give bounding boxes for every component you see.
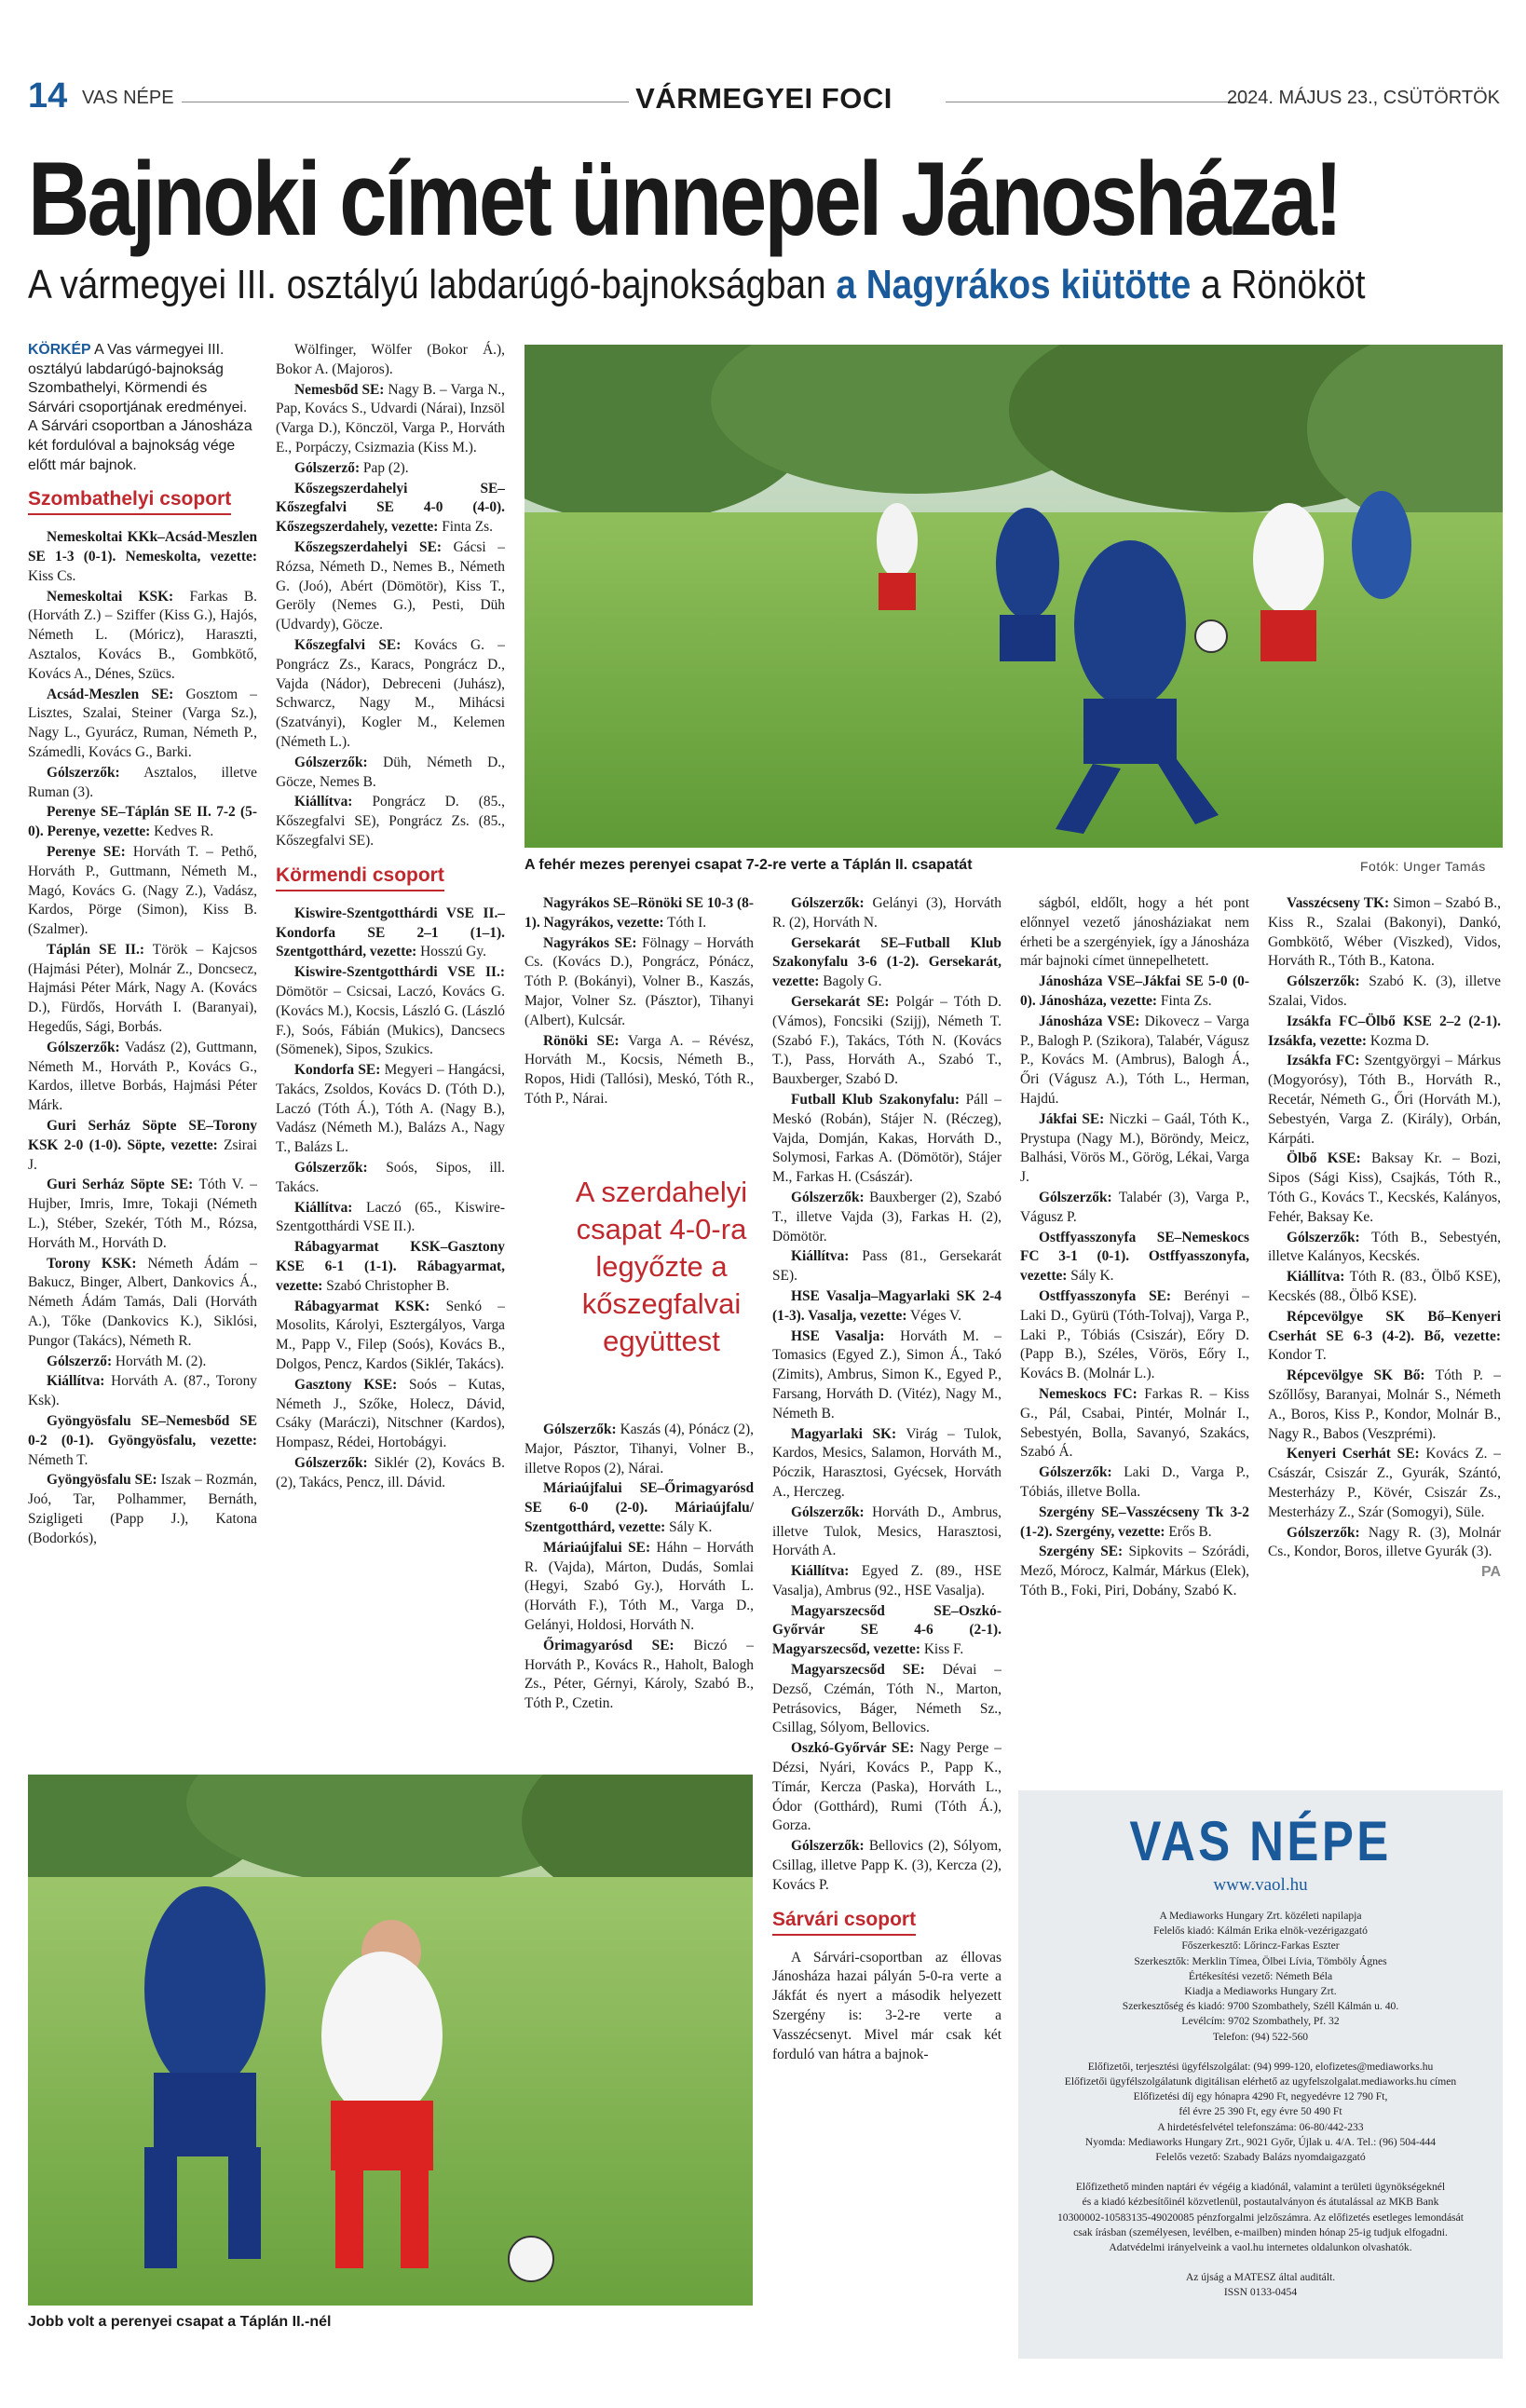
text-paragraph (276, 793, 505, 850)
paragraph-lead-in: Izsákfa FC–Ölbő KSE 2–2 (2-1). Izsákfa, vezette: (1268, 1013, 1501, 1049)
paragraph-lead-in: Kenyeri Cserhát SE: (1287, 1446, 1420, 1462)
text-paragraph (1268, 1445, 1501, 1522)
paragraph-body: Farkas R. – Kiss G., Pál, Csabai, Pintér, Molnár I., Sebestyén, Bolla, Savanyó, Szakács, Szabó Á. (1020, 1385, 1249, 1461)
paragraph-body: Finta Zs. (1157, 992, 1212, 1009)
imprint-line: A hirdetésfelvétel telefonszáma: 06-80/442-233 (1157, 2120, 1364, 2133)
paragraph-lead-in: Perenye SE: (47, 843, 126, 860)
paragraph-body: Wölfinger, Wölfer (Bokor Á.), Bokor A. (Majoros). (276, 342, 505, 377)
text-paragraph (1268, 1013, 1501, 1052)
text-paragraph (772, 934, 1001, 992)
paragraph-lead-in: Ostffyasszonyfa SE: (1039, 1287, 1172, 1304)
imprint-line: Kiadja a Mediaworks Hungary Zrt. (1184, 1985, 1337, 1998)
photo-2-caption: Jobb volt a perenyei csapat a Táplán II.-nél (28, 2314, 332, 2330)
imprint-line: Előfizetői ügyfélszolgálatunk digitálisan elérhető az ugyfelszolgalat.mediaworks.hu címen (1064, 2075, 1457, 2088)
paragraph-body: Véges V. (906, 1307, 962, 1324)
paragraph-body: Varga A. – Révész, Horváth M., Kocsis, Németh B., Ropos, Hidi (Tallósi), Meskó, Tóth R., Tóth P., Nárai. (525, 1032, 754, 1107)
paragraph-lead-in: Kiállítva: (791, 1563, 850, 1580)
paragraph-body: Páll – Meskó (Robán), Stájer N. (Réczeg), Vajda, Domján, Kakas, Horváth D., Solymosi, Farkas A. (Dömötör), Stájer M., Farkas H. (Császár). (772, 1091, 1001, 1186)
paragraph-lead-in: Gólszerzők: (791, 895, 865, 911)
paragraph-lead-in: Gólszerzők: (1039, 1189, 1112, 1205)
paragraph-lead-in: Torony KSK: (47, 1255, 137, 1272)
subheadline (28, 262, 1366, 307)
text-paragraph (276, 754, 505, 793)
column-3-bottom (525, 1421, 754, 1793)
paragraph-body: Bellovics (2), Sólyom, Csillag, illetve Papp K. (3), Kercza (2), Kovács P. (772, 1838, 1001, 1893)
paragraph-body: Kedves R. (150, 823, 214, 840)
paragraph-body: Bauxberger (2), Szabó T., illetve Vajda (3), Farkas H. (2), Dömötör. (772, 1189, 1001, 1245)
paragraph-body: Simon – Szabó B., Kiss R., Szalai (Bakonyi), Dankó, Gombkötő, Wéber (Viszked), Vidos, Horváth R., Tóth B., Katona. (1268, 895, 1501, 970)
text-paragraph (525, 1032, 754, 1109)
imprint-line: Főszerkesztő: Lőrincz-Farkas Eszter (1181, 1939, 1340, 1952)
paragraph-lead-in: HSE Vasalja–Magyarlaki SK 2-4 (1-3). Vasalja, vezette: (772, 1287, 1001, 1324)
imprint-line: 10300002-10583135-49020085 pénzforgalmi jelzőszámra. Az előfizetés esetleges lemondását (1056, 2211, 1465, 2224)
paragraph-body: Erős B. (1165, 1523, 1212, 1540)
paragraph-body: Berényi – Laki D., Gyürü (Tóth-Tolvaj), Varga P., Laki P., Tóbiás (Csiszár), Eőry D. (Papp B.), Széles, Vörös, Eőry I., Kovács B. (Molnár L.). (1020, 1287, 1249, 1382)
paragraph-body: Nagy B. – Varga N., Pap, Kovács S., Udvardi (Nárai), Inzsöl (Varga D.), Könczöl, Varga P., Horváth E., Porpáczy, Csizmazia (Kiss M.). (276, 381, 505, 456)
column-5 (1020, 894, 1249, 1779)
paragraph-lead-in: Máriaújfalui SE: (543, 1539, 651, 1556)
text-paragraph (28, 686, 257, 763)
text-paragraph (772, 1327, 1001, 1424)
paragraph-body: Gosztom – Lisztes, Szalai, Steiner (Varga Sz.), Nagy L., Gyurácz, Ruman, Németh P., Számedli, Kovács G., Barki. (28, 686, 257, 760)
photo-1-image (525, 345, 1503, 848)
text-paragraph (772, 1602, 1001, 1660)
imprint-line: Előfizetési díj egy hónapra 4290 Ft, negyedévre 12 790 Ft, (1133, 2090, 1388, 2103)
photo-1-caption: A fehér mezes perenyei csapat 7-2-re verte a Táplán II. csapatát (525, 857, 973, 873)
paragraph-body: Baksay Kr. – Bozi, Sipos (Sági Kiss), Csajkás, Tóth R., Tóth G., Kovács T., Kecskés, Kalányos, Fehér, Baksay Ke. (1268, 1150, 1501, 1225)
text-paragraph (276, 1298, 505, 1375)
paragraph-lead-in: Magyarszecsőd SE: (791, 1662, 925, 1679)
imprint-line: Előfizethető minden naptári év végéig a kiadónál, valamint a területi ügynökségeknél (1075, 2181, 1446, 2194)
paragraph-lead-in: Répcevölgye SK Bő: (1287, 1367, 1425, 1384)
text-paragraph (28, 764, 257, 803)
text-paragraph (772, 1661, 1001, 1738)
imprint-line: Szerkesztők: Merklin Tímea, Ölbei Lívia, Tömböly Ágnes (1134, 1954, 1387, 1967)
paragraph-lead-in: Nemeskocs FC: (1039, 1385, 1138, 1402)
paragraph-lead-in: Szergény SE: (1039, 1544, 1124, 1560)
text-paragraph (772, 1287, 1001, 1326)
text-paragraph (28, 803, 257, 842)
paragraph-lead-in: Őrimagyarósd SE: (543, 1637, 674, 1653)
paragraph-lead-in: Gyöngyösfalu SE: (47, 1472, 157, 1489)
text-paragraph (276, 963, 505, 1060)
paragraph-lead-in: Guri Serház Söpte SE–Torony KSK 2-0 (1-0). Söpte, vezette: (28, 1118, 257, 1153)
paragraph-lead-in: Nemeskoltai KKk–Acsád-Meszlen SE 1-3 (0-1). Nemeskolta, vezette: (28, 529, 257, 565)
paragraph-body: Kiss F. (920, 1641, 964, 1658)
text-paragraph (28, 1471, 257, 1548)
paragraph-body: Kondor T. (1268, 1347, 1327, 1364)
masthead-imprint (1018, 1909, 1503, 2301)
paragraph-body: A Sárvári-csoportban az éllovas Jánosháza hazai pályán 5-0-ra verte a Jákfát és nyert a második helyezett Szergény is: 3-2-re verte a Vasszécsenyt. Mivel már csak két forduló van hátra a bajnok- (772, 1949, 1001, 2062)
paragraph-lead-in: Oszkó-Győrvár SE: (791, 1740, 915, 1757)
paragraph-body: Gácsi – Rózsa, Németh D., Nemes B., Németh G. (Joó), Abért (Dömötör), Kiss T., Geröly (Nemes G.), Pesti, Düh (Udvardy), Göcze. (276, 538, 505, 633)
masthead-url[interactable]: www.vaol.hu (1213, 1875, 1308, 1895)
paragraph-body: Tóth I. (663, 914, 707, 931)
paragraph-lead-in: Rönöki SE: (543, 1032, 620, 1049)
author-initials: PA (1480, 1564, 1501, 1581)
paragraph-lead-in: Gersekarát SE: (791, 993, 890, 1010)
text-paragraph (772, 1949, 1001, 2065)
column-2-text-a (276, 341, 505, 851)
paragraph-body: Bagoly G. (819, 973, 882, 990)
paragraph-lead-in: Kiswire-Szentgotthárdi VSE II.–Kondorfa SE 2–1 (1–1). Szentgotthárd, vezette: (276, 905, 505, 960)
lead-kicker: KÖRKÉP (28, 342, 91, 358)
paragraph-lead-in: Perenye SE–Táplán SE II. 7-2 (5-0). Perenye, vezette: (28, 804, 257, 840)
text-paragraph (1020, 1503, 1249, 1543)
column-3-text-b (525, 1421, 754, 1714)
text-paragraph (1020, 1189, 1249, 1228)
paragraph-body: Horváth M. (2). (112, 1353, 207, 1369)
paragraph-lead-in: Kiállítva: (791, 1248, 850, 1265)
text-paragraph (772, 894, 1001, 933)
paragraph-lead-in: Gyöngyösfalu SE–Nemesbőd SE 0-2 (0-1). Gyöngyösfalu, vezette: (28, 1413, 257, 1449)
paragraph-body: Niczki – Gaál, Tóth K., Prystupa (Nagy M.), Böröndy, Meicz, Balhási, Vörös M., Görög, Lékai, Varga J. (1020, 1110, 1249, 1186)
paragraph-body: Düh, Németh D., Göcze, Nemes B. (276, 754, 505, 790)
paragraph-lead-in: Répcevölgye SK Bő–Kenyeri Cserhát SE 6-3 (4-2). Bő, vezette: (1268, 1308, 1501, 1344)
imprint-line: Felelős vezető: Szabady Balázs nyomdaigazgató (1155, 2151, 1366, 2164)
column-2-text-b (276, 905, 505, 1493)
imprint-spacer (1018, 2045, 1503, 2060)
paragraph-body: Laczó (65., Kiswire-Szentgotthárdi VSE II.). (276, 1199, 505, 1235)
paragraph-body: Gelányi (3), Horváth R. (2), Horváth N. (772, 895, 1001, 931)
text-paragraph (276, 1376, 505, 1453)
imprint-line: Felelős kiadó: Kálmán Erika elnök-vezérigazgató (1153, 1925, 1368, 1938)
paragraph-body: Laki D., Varga P., Tóbiás, illetve Bolla. (1020, 1464, 1249, 1500)
paragraph-lead-in: Gólszerző: (47, 1353, 113, 1369)
paragraph-body: Nagy Perge – Dézsi, Nyári, Kovács P., Papp K., Tímár, Kercza (Paska), Horváth L., Ódor (Gotthárd), Rumi (Tóth Á.), Gorza. (772, 1740, 1001, 1834)
text-paragraph (1268, 1052, 1501, 1149)
text-paragraph (276, 905, 505, 962)
imprint-line: csak írásban (személyesen, levélben, e-mailben) minden hónap 25-ig tudjuk elfogadni. (1073, 2225, 1448, 2238)
paragraph-lead-in: Kiállítva: (294, 1199, 353, 1216)
paragraph-body: Sipkovits – Szórádi, Mező, Mórocz, Kalmár, Márkus (Elek), Tóth B., Foki, Piri, Dobány, Szabó K. (1020, 1544, 1249, 1599)
group-title-kormend: Körmendi csoport (276, 864, 444, 891)
imprint-line: Az újság a MATESZ által auditált. (1185, 2271, 1336, 2284)
imprint-line: ISSN 0133-0454 (1223, 2286, 1298, 2299)
text-paragraph (1020, 1013, 1249, 1109)
issue-date: 2024. MÁJUS 23., CSÜTÖRTÖK (1226, 88, 1500, 108)
text-paragraph (772, 1091, 1001, 1188)
text-paragraph (1268, 1150, 1501, 1227)
paragraph-body: Kovács G. – Pongrácz Zs., Karacs, Pongrácz D., Vajda (Nádor), Debreceni (Juhász), Schwarcz, Nagy M., Mihácsi (Szatványi), Kogler M., Kelemen (Németh L.). (276, 636, 505, 750)
paragraph-body: Tóth P. – Szőllősy, Baranyai, Molnár S., Németh A., Boros, Kiss P., Kondor, Molnár B., Nagy R., Babos (Veszprémi). (1268, 1367, 1501, 1442)
paragraph-body: Szentgyörgyi – Márkus (Mogyorósy), Tóth B., Horváth R., Recetár, Németh G., Őri (Horváth M.), Sebestyén, Varga Z. (Király), Orbán, Kárpáti. (1268, 1053, 1501, 1147)
paragraph-lead-in: Gólszerzők: (294, 1455, 368, 1472)
text-paragraph (525, 1637, 754, 1714)
paragraph-body: Finta Zs. (438, 519, 493, 536)
text-paragraph (1020, 1110, 1249, 1188)
paragraph-body: Soós, Sipos, ill. Takács. (276, 1160, 505, 1195)
text-paragraph (28, 588, 257, 685)
text-paragraph (276, 381, 505, 458)
text-paragraph (525, 1479, 754, 1537)
paragraph-lead-in: Magyarszecsőd SE–Oszkó-Győrvár SE 4-6 (2-1). Magyarszecsőd, vezette: (772, 1602, 1001, 1658)
imprint-line: Nyomda: Mediaworks Hungary Zrt., 9021 Győr, Újlak u. 4/A. Tel.: (96) 504-444 (1084, 2135, 1437, 2148)
paragraph-body: Pap (2). (360, 459, 409, 476)
subhead-highlight: a Nagyrákos kiütötte (836, 262, 1192, 307)
photo-2-image (28, 1775, 753, 2306)
text-paragraph (772, 1503, 1001, 1561)
paragraph-lead-in: Gersekarát SE–Futball Klub Szakonyfalu 3-6 (1-2). Gersekarát, vezette: (772, 934, 1001, 990)
paragraph-body: Virág – Tulok, Kardos, Mesics, Salamon, Horváth M., Póczik, Harasztosi, Gyécsek, Horváth A., Herczeg. (772, 1425, 1001, 1500)
text-paragraph (1020, 1287, 1249, 1384)
paragraph-lead-in: Gólszerzők: (294, 754, 368, 770)
paragraph-body: Nagy R. (3), Molnár Cs., Kondor, Boros, illetve Gyurák (3). (1268, 1524, 1501, 1560)
paragraph-lead-in: Nemesbőd SE: (294, 381, 385, 398)
column-6 (1268, 894, 1501, 1779)
paragraph-lead-in: Jánosháza VSE: (1039, 1013, 1140, 1029)
paragraph-lead-in: Gólszerzők: (791, 1189, 865, 1205)
paragraph-body: Horváth M. – Tomasics (Egyed Z.), Simon Á., Takó (Zimits), Ambrus, Simon K., Egyed P., Farsang, Horváth D. (Vitéz), Nagy M., Németh B. (772, 1327, 1001, 1422)
column-6-text (1268, 894, 1501, 1562)
pull-quote: A szerdahelyi csapat 4-0-ra legyőzte a kőszegfalvai együttest (575, 1176, 748, 1357)
paragraph-lead-in: Gólszerzők: (1287, 1524, 1360, 1541)
column-3-top (525, 894, 754, 1164)
text-paragraph (772, 1562, 1001, 1601)
paragraph-lead-in: Ostffyasszonyfa SE–Nemeskocs FC 3-1 (0-1). Ostffyasszonyfa, vezette: (1020, 1229, 1249, 1285)
paragraph-lead-in: Gólszerzők: (543, 1422, 617, 1437)
paragraph-lead-in: Máriaújfalui SE–Őrimagyarósd SE 6-0 (2-0). Máriaújfalu/ Szentgotthárd, vezette: (525, 1480, 754, 1535)
headline: Bajnoki címet ünnepel Jánosháza! (28, 141, 1341, 257)
paragraph-body: Horváth A. (87., Torony Ksk). (28, 1373, 257, 1409)
text-paragraph (772, 1425, 1001, 1503)
paragraph-body: Kozma D. (1366, 1032, 1430, 1049)
text-paragraph (28, 1039, 257, 1116)
paragraph-lead-in: Gólszerző: (294, 459, 361, 476)
paragraph-lead-in: Futball Klub Szakonyfalu: (791, 1091, 960, 1108)
paragraph-body: Háhn – Horváth R. (Vajda), Márton, Dudás, Somlai (Hegyi, Szabó Gy.), Horváth L. (Horváth F.), Tóth M., Varga D., Gelányi, Holdosi, Horváth N. (525, 1539, 754, 1633)
paragraph-body: Horváth T. – Pethő, Horváth P., Guttmann, Németh M., Magó, Kovács G. (Nagy Z.), Vadász, Kardos, Pörge (Simon), Kiss B. (Szalmer). (28, 843, 257, 938)
paragraph-lead-in: Jánosháza VSE–Jákfai SE 5-0 (0-0). Jánosháza, vezette: (1020, 973, 1249, 1009)
text-paragraph (1020, 1463, 1249, 1503)
text-paragraph (276, 636, 505, 753)
text-paragraph (276, 1454, 505, 1493)
text-paragraph (28, 1117, 257, 1175)
text-paragraph (276, 480, 505, 537)
paragraph-body: Szabó K. (3), illetve Szalai, Vidos. (1268, 973, 1501, 1009)
paragraph-body: Kovács Z. – Császár, Csiszár Z., Gyurák, Szántó, Mesterházy P., Kövér, Csiszár Zs., Mesterházy Z., Szár (Somogyi), Süle. (1268, 1446, 1501, 1520)
text-paragraph (276, 1159, 505, 1198)
paragraph-body: Asztalos, illetve Ruman (3). (28, 764, 257, 800)
text-paragraph (1268, 1524, 1501, 1563)
paragraph-body: ságból, eldőlt, hogy a hét pont előnnyel vezető jánosháziakat nem érheti be a szergényiek, így a Jánosháza már bajnoki címet ünnepelhetett. (1020, 895, 1249, 970)
masthead-logo: VAS NÉPE (1129, 1810, 1392, 1872)
section-title: VÁRMEGYEI FOCI (635, 82, 892, 115)
imprint-line: fél évre 25 390 Ft, egy évre 50 490 Ft (1179, 2105, 1342, 2118)
column-4 (772, 894, 1001, 2347)
paragraph-lead-in: Kőszegszerdahelyi SE: (294, 538, 442, 555)
masthead-box (1018, 1790, 1503, 2359)
text-paragraph (1268, 1367, 1501, 1444)
paragraph-lead-in: Kondorfa SE: (294, 1062, 381, 1079)
text-paragraph (28, 1255, 257, 1352)
paragraph-lead-in: Izsákfa FC: (1287, 1053, 1360, 1069)
paragraph-lead-in: Nagyrákos SE–Rönöki SE 10-3 (8-1). Nagyrákos, vezette: (525, 895, 754, 931)
column-1-text (28, 528, 257, 1548)
paragraph-body: Siklér (2), Kovács B. (2), Takács, Pencz, ill. Dávid. (276, 1455, 505, 1490)
text-paragraph (276, 1199, 505, 1238)
paragraph-body: Kaszás (4), Pónácz (2), Major, Pásztor, Tihanyi, Volner B., illetve Ropos (2), Nárai. (525, 1422, 754, 1476)
paragraph-body: Iszak – Rozmán, Joó, Tar, Polhammer, Bernáth, Szigligeti (Papp J.), Katona (Bodorkós), (28, 1472, 257, 1546)
imprint-line: Adatvédelmi irányelveink a vaol.hu internetes oldalunkon olvashatók. (1109, 2241, 1412, 2254)
paragraph-body: Vadász (2), Guttmann, Németh M., Horváth P., Kovács G., Kardos, illetve Borbás, Hajmási Péter Márk. (28, 1039, 257, 1114)
paragraph-body: Megyeri – Hangácsi, Takács, Zsoldos, Kovács D. (Tóth D.), Laczó (Tóth Á.), Tóth A. (Nagy B.), Vadász (Németh M.), Balázs A., Nagy T., Balázs L. (276, 1062, 505, 1156)
imprint-line: A Mediaworks Hungary Zrt. közéleti napilapja (1159, 1910, 1362, 1922)
text-paragraph (28, 528, 257, 586)
paragraph-lead-in: Kiállítva: (1287, 1269, 1345, 1286)
paragraph-body: Németh Ádám – Bakucz, Binger, Albert, Dankovics Á., Németh Ádám Tamás, Dali (Horváth A.), Tőke (Dankovics K.), Siklósi, Pungor (Takács), Németh R. (28, 1255, 257, 1349)
column-1 (28, 341, 257, 1757)
column-4-text (772, 894, 1001, 1896)
text-paragraph (1020, 1229, 1249, 1286)
page-header (28, 76, 1500, 119)
paragraph-lead-in: Magyarlaki SK: (791, 1425, 897, 1442)
paragraph-body: Pongrácz D. (85., Kőszegfalvi SE), Pongrácz Zs. (85., Kőszegfalvi SE). (276, 794, 505, 849)
text-paragraph (1020, 1385, 1249, 1462)
paragraph-lead-in: Vasszécseny TK: (1287, 895, 1390, 911)
imprint-line: Előfizetői, terjesztési ügyfélszolgálat: (94) 999-120, elofizetes@mediaworks.hu (1087, 2060, 1434, 2073)
column-4-text-b (772, 1949, 1001, 2065)
paragraph-body: Tóth B., Sebestyén, illetve Kalányos, Kecskés. (1268, 1229, 1501, 1265)
text-paragraph (1268, 1268, 1501, 1307)
imprint-line: és a kiadó kézbesítőinél közvetlenül, postautalványon és átutalással az MKB Bank (1082, 2196, 1439, 2209)
text-paragraph (1268, 894, 1501, 972)
photo-players-match (525, 345, 1503, 848)
paragraph-body: Hosszú Gy. (416, 944, 486, 960)
text-paragraph (772, 993, 1001, 1090)
paragraph-lead-in: Szergény SE–Vasszécseny Tk 3-2 (1-2). Szergény, vezette: (1020, 1503, 1249, 1540)
text-paragraph (1020, 973, 1249, 1012)
paragraph-body: Dikovecz – Varga P., Balogh P. (Szikora), Talabér, Vágusz P., Kovács M. (Ambrus), Balogh Á., Őri (Vágusz A.), Tóth L., Herman, Hajdú. (1020, 1013, 1249, 1107)
paragraph-lead-in: Gólszerzők: (47, 764, 120, 781)
text-paragraph (1268, 1229, 1501, 1268)
text-paragraph (276, 1238, 505, 1296)
column-5-text (1020, 894, 1249, 1601)
paragraph-lead-in: Kiswire-Szentgotthárdi VSE II.: (294, 964, 505, 981)
lead-paragraph (28, 341, 257, 475)
text-paragraph (276, 341, 505, 380)
text-paragraph (28, 941, 257, 1038)
text-paragraph (28, 1412, 257, 1470)
paragraph-body: Senkó – Mosolits, Károlyi, Esztergályos, Varga M., Papp V., Filep (Soós), Kovács B., Dolgos, Pencz, Kardos (Siklér, Takács). (276, 1298, 505, 1373)
imprint-line: Telefon: (94) 522-560 (1212, 2030, 1309, 2043)
paragraph-lead-in: Gólszerzők: (1287, 1229, 1360, 1245)
imprint-spacer (1018, 2165, 1503, 2180)
text-paragraph (772, 1739, 1001, 1836)
paragraph-lead-in: Kőszegszerdahelyi SE–Kőszegfalvi SE 4-0 (4-0). Kőszegszerdahely, vezette: (276, 480, 505, 536)
imprint-line: Szerkesztőség és kiadó: 9700 Szombathely, Széll Kálmán u. 40. (1122, 2000, 1399, 2013)
paragraph-lead-in: Ölbő KSE: (1287, 1150, 1361, 1167)
text-paragraph (1268, 973, 1501, 1012)
photo-players-duel (28, 1775, 753, 2306)
paragraph-lead-in: Táplán SE II.: (47, 941, 144, 958)
paragraph-lead-in: Gólszerzők: (47, 1039, 120, 1055)
paragraph-lead-in: Kiállítva: (294, 794, 353, 810)
column-2 (276, 341, 505, 1757)
text-paragraph (28, 1372, 257, 1411)
paper-name: VAS NÉPE (82, 88, 174, 108)
paragraph-body: Talabér (3), Varga P., Vágusz P. (1020, 1189, 1249, 1225)
lead-text: A Vas vármegyei III. osztályú labdarúgó-bajnokság Szombathelyi, Körmendi és Sárvári csoportjának eredményei. A Sárvári csoportban a Jánosháza két fordulóval a bajnokság vége előtt már bajnok. (28, 342, 252, 473)
paragraph-body: Szabó Christopher B. (322, 1277, 450, 1294)
paragraph-lead-in: Gólszerzők: (1287, 973, 1360, 990)
paragraph-body: Tóth R. (83., Ölbő KSE), Kecskés (88., Ölbő KSE). (1268, 1269, 1501, 1304)
text-paragraph (525, 1421, 754, 1478)
group-title-szombathely: Szombathelyi csoport (28, 487, 231, 515)
paragraph-body: Biczó – Horváth P., Kovács R., Haholt, Balogh Zs., Péter, Gérnyi, Károly, Szabó B., Tóth P., Czetin. (525, 1637, 754, 1712)
paragraph-body: Sály K. (665, 1518, 713, 1535)
text-paragraph (1020, 894, 1249, 972)
paragraph-lead-in: Acsád-Meszlen SE: (47, 686, 174, 702)
paragraph-lead-in: Gólszerzők: (791, 1838, 865, 1855)
photo-credit: Fotók: Unger Tamás (1360, 859, 1486, 874)
text-paragraph (772, 1837, 1001, 1895)
paragraph-lead-in: Guri Serház Söpte SE: (47, 1177, 194, 1193)
paragraph-lead-in: Gólszerzők: (1039, 1464, 1112, 1481)
paragraph-body: Egyed Z. (89., HSE Vasalja), Ambrus (92., HSE Vasalja). (772, 1563, 1001, 1599)
paragraph-lead-in: Nagyrákos SE: (543, 934, 637, 951)
text-paragraph (1020, 1543, 1249, 1600)
paragraph-body: Horváth D., Ambrus, illetve Tulok, Mesics, Harasztosi, Horváth A. (772, 1503, 1001, 1559)
imprint-line: Értékesítési vezető: Németh Béla (1188, 1969, 1333, 1982)
paragraph-lead-in: Rábagyarmat KSK: (294, 1298, 430, 1314)
paragraph-body: Dévai – Dezső, Czémán, Tóth N., Marton, Petrásovics, Báger, Németh Sz., Csillag, Sólyom, Bellovics. (772, 1662, 1001, 1736)
paragraph-body: Németh T. (28, 1451, 89, 1468)
paragraph-lead-in: Kiállítva: (47, 1373, 105, 1390)
paragraph-body: Kiss Cs. (28, 567, 76, 584)
column-3-text-a (525, 894, 754, 1109)
paragraph-body: Farkas B. (Horváth Z.) – Sziffer (Kiss G.), Hajós, Németh L. (Móricz), Haraszti, Asztalos, Kovács B., Gombkötő, Kovács A., Dénes, Szücs. (28, 588, 257, 682)
paragraph-lead-in: Gasztony KSE: (294, 1376, 398, 1393)
paragraph-lead-in: Kőszegfalvi SE: (294, 636, 402, 653)
text-paragraph (276, 459, 505, 479)
paragraph-body: Sály K. (1067, 1268, 1114, 1285)
text-paragraph (1268, 1308, 1501, 1366)
paragraph-body: Fölnagy – Horváth Cs. (Kovács D.), Pongrácz, Pónácz, Tóth P. (Bokányi), Volner B., Kaszás, Major, Volner Sz. (Pásztor), Tihanyi (Albert), Kulcsár. (525, 934, 754, 1028)
text-paragraph (525, 1539, 754, 1636)
paragraph-lead-in: HSE Vasalja: (791, 1327, 885, 1344)
text-paragraph (772, 1247, 1001, 1286)
text-paragraph (28, 1176, 257, 1253)
paragraph-lead-in: Rábagyarmat KSK–Gasztony KSE 6-1 (1-1). Rábagyarmat, vezette: (276, 1239, 505, 1294)
text-paragraph (525, 894, 754, 933)
text-paragraph (276, 1061, 505, 1158)
paragraph-body: Dömötör – Csicsai, Laczó, Kovács G. (Kovács M.), Kocsis, László G. (László F.), Soós, Fábián (Mukics), Dancsecs (Sömenek), Sipos, Szukics. (276, 983, 505, 1058)
text-paragraph (28, 1353, 257, 1372)
text-paragraph (276, 538, 505, 635)
paragraph-lead-in: Gólszerzők: (791, 1503, 865, 1520)
paragraph-lead-in: Nemeskoltai KSK: (47, 588, 174, 605)
paragraph-body: Tóth V. – Hujber, Imris, Imre, Tokaji (Németh L.), Stéber, Szekér, Tóth M., Rózsa, Horváth M., Horváth D. (28, 1177, 257, 1251)
imprint-line: Levélcím: 9702 Szombathely, Pf. 32 (1181, 2015, 1340, 2028)
paragraph-body: Pass (81., Gersekarát SE). (772, 1248, 1001, 1285)
paragraph-body: Polgár – Tóth D. (Vámos), Foncsiki (Szijj), Németh T. (Szabó F.), Takács, Tóth N. (Kovács T.), Pass, Horváth A., Szabó T., Bauxberger, Szabó D. (772, 993, 1001, 1088)
text-paragraph (772, 1189, 1001, 1246)
page-number: 14 (28, 76, 68, 116)
paragraph-lead-in: Gólszerzők: (294, 1160, 368, 1177)
paragraph-body: Soós – Kutas, Németh J., Szőke, Holecz, Dávid, Csáky (Maráczi), Nitschner (Kardos), Hompasz, Rédei, Hortobágyi. (276, 1376, 505, 1451)
subhead-part1: A vármegyei III. osztályú labdarúgó-bajnokságban (28, 262, 837, 307)
subhead-part2: a Rönököt (1191, 262, 1366, 307)
text-paragraph (525, 934, 754, 1031)
paragraph-body: Török – Kajcsos (Hajmási Péter), Molnár Z., Doncsecz, Hajmási Péter Márk, Nagy A. (Kovács D.), Fürdős, Horváth I. (Baranyai), Hegedűs, Sági, Borbás. (28, 941, 257, 1036)
text-paragraph (28, 843, 257, 940)
group-title-sarvar: Sárvári csoport (772, 1908, 916, 1936)
paragraph-lead-in: Jákfai SE: (1039, 1110, 1105, 1127)
imprint-spacer (1018, 2255, 1503, 2270)
paragraph-body: Zsirai J. (28, 1136, 257, 1173)
